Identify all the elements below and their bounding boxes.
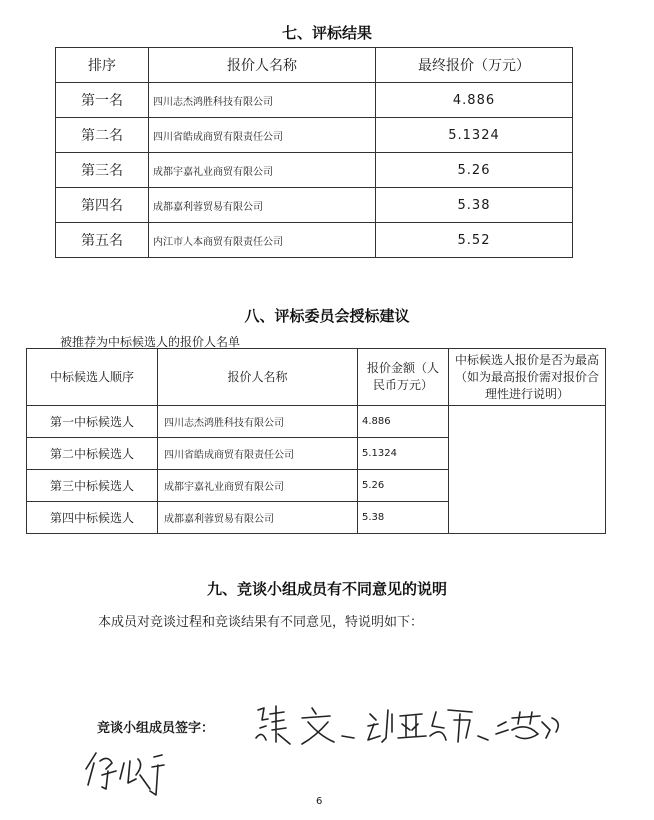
evaluation-result-table xyxy=(55,47,573,258)
bidder-name-cell: 四川省皓成商贸有限责任公司 xyxy=(149,118,376,153)
bidder-name-cell: 成都嘉利蓉贸易有限公司 xyxy=(149,188,376,223)
amount-cell: 4.886 xyxy=(358,406,449,438)
rank-cell: 第三名 xyxy=(56,153,149,188)
section8-title: 八、评标委员会授标建议 xyxy=(244,307,410,325)
highest-note-cell xyxy=(449,406,606,534)
page-number: 6 xyxy=(316,796,323,807)
bidder-name-cell: 内江市人本商贸有限责任公司 xyxy=(149,223,376,258)
order-cell: 第二中标候选人 xyxy=(27,438,158,470)
signature-label: 竞谈小组成员签字： xyxy=(97,721,215,736)
rank-cell: 第二名 xyxy=(56,118,149,153)
table-row xyxy=(56,223,573,258)
header-amount: 报价金额（人民币万元） xyxy=(358,349,449,406)
price-cell: 5.52 xyxy=(376,223,573,258)
header-highest-note: 中标候选人报价是否为最高（如为最高报价需对报价合理性进行说明） xyxy=(449,349,606,406)
amount-cell: 5.38 xyxy=(358,502,449,534)
dissent-statement: 本成员对竞谈过程和竞谈结果有不同意见，特说明如下： xyxy=(98,615,424,630)
handwritten-signatures xyxy=(250,700,570,750)
rank-cell: 第一名 xyxy=(56,83,149,118)
order-cell: 第一中标候选人 xyxy=(27,406,158,438)
section7-title: 七、评标结果 xyxy=(281,24,372,42)
bidder-name-cell: 四川志杰鸿胜科技有限公司 xyxy=(158,406,358,438)
amount-cell: 5.1324 xyxy=(358,438,449,470)
header-rank: 排序 xyxy=(56,48,149,83)
header-order: 中标候选人顺序 xyxy=(27,349,158,406)
header-price: 最终报价（万元） xyxy=(376,48,573,83)
bidder-name-cell: 成都宇嘉礼业商贸有限公司 xyxy=(149,153,376,188)
amount-cell: 5.26 xyxy=(358,470,449,502)
table-header-row xyxy=(27,349,606,406)
order-cell: 第三中标候选人 xyxy=(27,470,158,502)
price-cell: 5.26 xyxy=(376,153,573,188)
table-row xyxy=(56,188,573,223)
bidder-name-cell: 四川省皓成商贸有限责任公司 xyxy=(158,438,358,470)
price-cell: 4.886 xyxy=(376,83,573,118)
price-cell: 5.38 xyxy=(376,188,573,223)
bidder-name-cell: 四川志杰鸿胜科技有限公司 xyxy=(149,83,376,118)
table-row xyxy=(56,118,573,153)
rank-cell: 第四名 xyxy=(56,188,149,223)
handwritten-signature-second xyxy=(78,745,168,805)
order-cell: 第四中标候选人 xyxy=(27,502,158,534)
section9-title: 九、竞谈小组成员有不同意见的说明 xyxy=(206,580,447,598)
award-recommendation-table xyxy=(26,348,606,534)
price-cell: 5.1324 xyxy=(376,118,573,153)
table-row xyxy=(27,406,606,438)
bidder-name-cell: 成都宇嘉礼业商贸有限公司 xyxy=(158,470,358,502)
table-row xyxy=(56,153,573,188)
rank-cell: 第五名 xyxy=(56,223,149,258)
section8-subtitle: 被推荐为中标候选人的报价人名单 xyxy=(60,335,241,349)
header-name: 报价人名称 xyxy=(158,349,358,406)
table-header-row xyxy=(56,48,573,83)
header-name: 报价人名称 xyxy=(149,48,376,83)
table-row xyxy=(56,83,573,118)
bidder-name-cell: 成都嘉利蓉贸易有限公司 xyxy=(158,502,358,534)
